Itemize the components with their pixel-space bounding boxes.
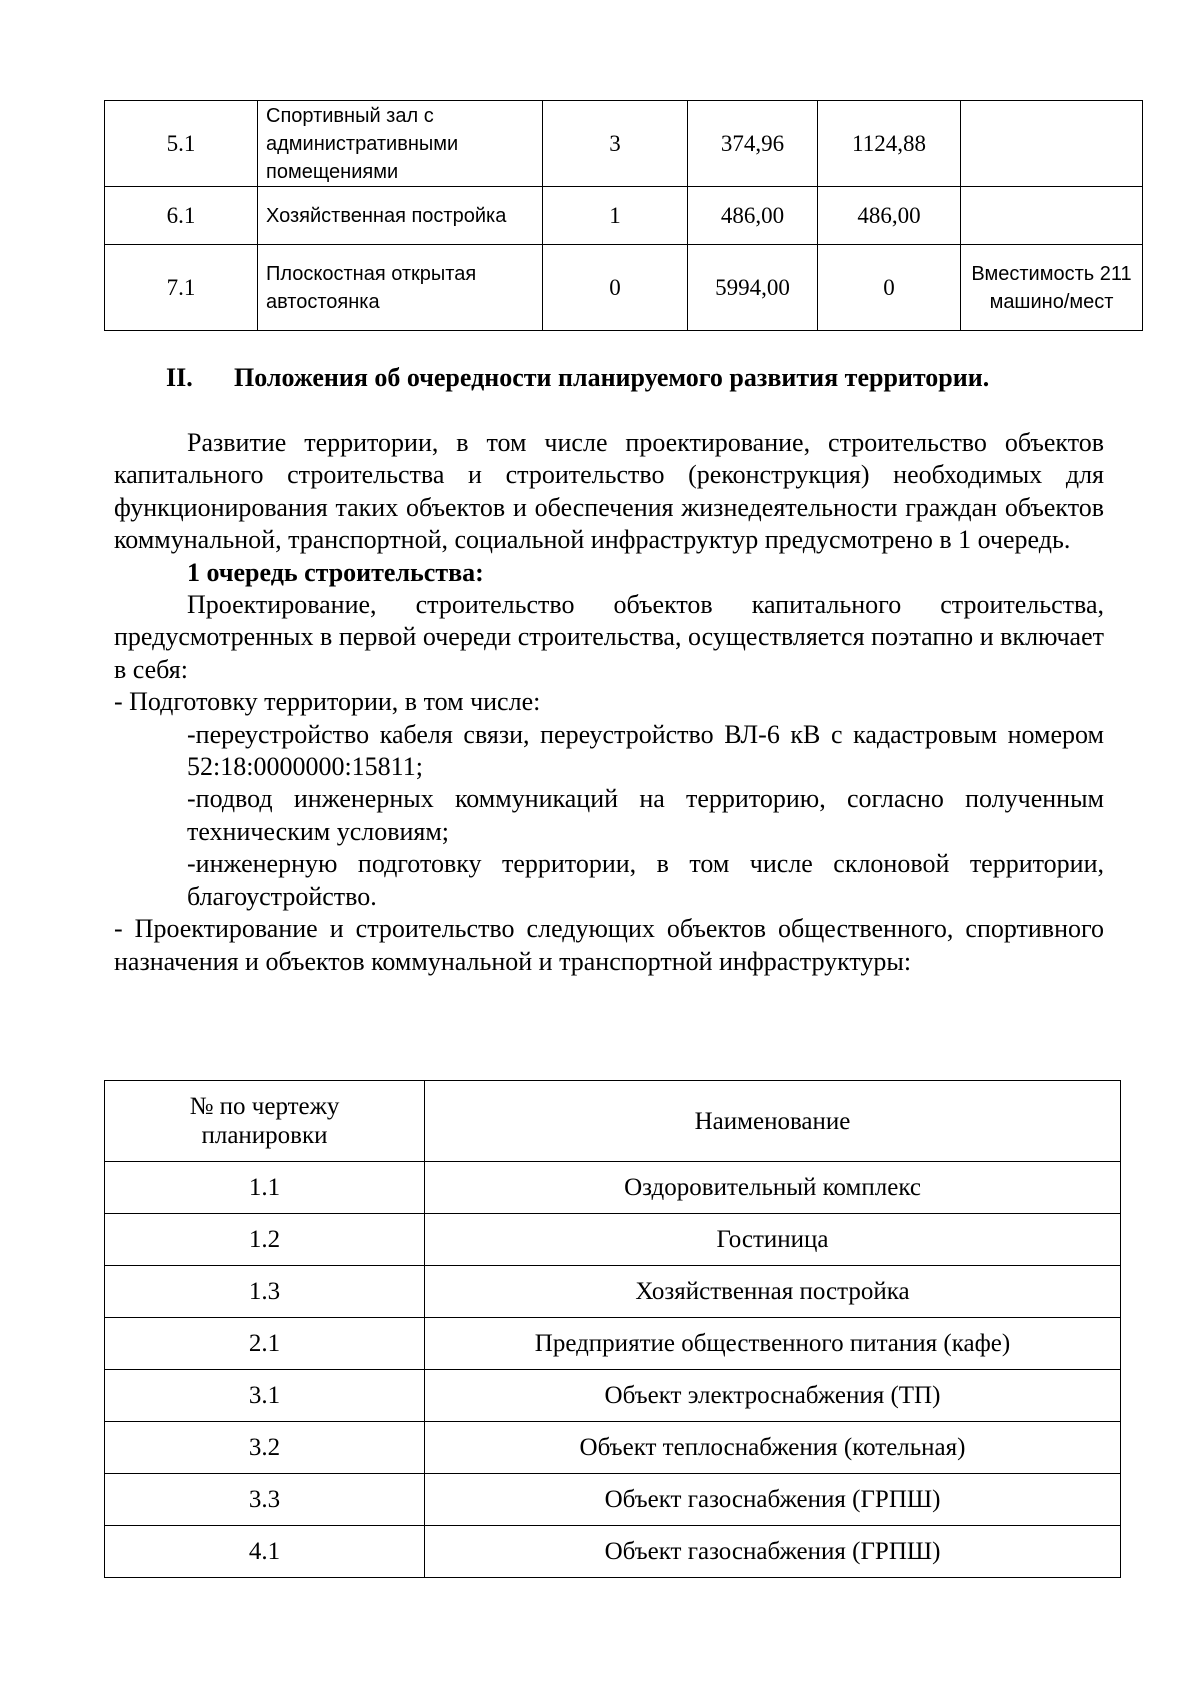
construction-objects-table: [104, 1080, 1121, 1578]
cell-name: Спортивный зал с административными помещениями: [258, 101, 543, 187]
cell-area: 5994,00: [688, 245, 818, 331]
cell-name: Плоскостная открытая автостоянка: [258, 245, 543, 331]
table-header-row: [105, 1081, 1121, 1162]
header-name: Наименование: [425, 1081, 1121, 1162]
cell-no: 3.2: [105, 1422, 425, 1474]
header-no: № по чертежу планировки: [105, 1081, 425, 1162]
section-body: [114, 427, 1104, 978]
paragraph: Проектирование, строительство объектов капитального строительства, предусмотренных в первой очереди строительства, осуществляется поэтапно и включает в себя:: [114, 590, 1104, 684]
paragraph: - Проектирование и строительство следующих объектов общественного, спортивного назначения и объектов коммунальной и транспортной инфраструктуры:: [114, 914, 1104, 976]
table-row: [105, 187, 1143, 245]
cell-name: Хозяйственная постройка: [258, 187, 543, 245]
cell-no: 3.3: [105, 1474, 425, 1526]
cell-no: 2.1: [105, 1318, 425, 1370]
cell-no: 7.1: [105, 245, 258, 331]
cell-name: Объект газоснабжения (ГРПШ): [425, 1474, 1121, 1526]
cell-area: 374,96: [688, 101, 818, 187]
paragraph: Развитие территории, в том числе проектирование, строительство объектов капитального строительства и строительство (реконструкция) необходимых для функционирования таких объектов и обеспечения жизнедеятельности граждан объектов коммунальной, транспортной, социальной инфраструктур предусмотрено в 1 очередь.: [114, 428, 1104, 555]
cell-name: Объект теплоснабжения (котельная): [425, 1422, 1121, 1474]
cell-no: 3.1: [105, 1370, 425, 1422]
paragraph: - Подготовку территории, в том числе:: [114, 687, 541, 717]
table-row: [105, 1474, 1121, 1526]
objects-table-continued: [104, 100, 1143, 331]
cell-total: 1124,88: [818, 101, 961, 187]
table-row: [105, 1266, 1121, 1318]
cell-note: [961, 187, 1143, 245]
section-number: II.: [166, 363, 193, 392]
section-title: Положения об очередности планируемого развития территории.: [234, 363, 990, 392]
list-item: -инженерную подготовку территории, в том числе склоновой территории, благоустройство.: [187, 849, 1104, 911]
cell-name: Объект газоснабжения (ГРПШ): [425, 1526, 1121, 1578]
cell-name: Оздоровительный комплекс: [425, 1162, 1121, 1214]
cell-qty: 0: [543, 245, 688, 331]
cell-area: 486,00: [688, 187, 818, 245]
table-row: [105, 1526, 1121, 1578]
cell-name: Гостиница: [425, 1214, 1121, 1266]
table-row: [105, 1162, 1121, 1214]
cell-qty: 3: [543, 101, 688, 187]
table-row: [105, 245, 1143, 331]
section-heading: [166, 363, 1146, 393]
cell-total: 0: [818, 245, 961, 331]
cell-no: 1.3: [105, 1266, 425, 1318]
list-item: -подвод инженерных коммуникаций на территорию, согласно полученным техническим условиям;: [187, 784, 1104, 846]
cell-no: 1.1: [105, 1162, 425, 1214]
cell-no: 1.2: [105, 1214, 425, 1266]
table-row: [105, 1422, 1121, 1474]
cell-name: Предприятие общественного питания (кафе): [425, 1318, 1121, 1370]
stage-title: 1 очередь строительства:: [187, 557, 484, 587]
list-item: -переустройство кабеля связи, переустройство ВЛ-6 кВ с кадастровым номером 52:18:0000000:15811;: [187, 719, 1104, 782]
cell-note: Вместимость 211 машино/мест: [961, 245, 1143, 331]
table-row: [105, 1214, 1121, 1266]
table-row: [105, 1370, 1121, 1422]
cell-note: [961, 101, 1143, 187]
cell-no: 5.1: [105, 101, 258, 187]
cell-no: 4.1: [105, 1526, 425, 1578]
cell-total: 486,00: [818, 187, 961, 245]
cell-name: Объект электроснабжения (ТП): [425, 1370, 1121, 1422]
cell-no: 6.1: [105, 187, 258, 245]
table-row: [105, 1318, 1121, 1370]
cell-qty: 1: [543, 187, 688, 245]
cell-name: Хозяйственная постройка: [425, 1266, 1121, 1318]
table-row: [105, 101, 1143, 187]
